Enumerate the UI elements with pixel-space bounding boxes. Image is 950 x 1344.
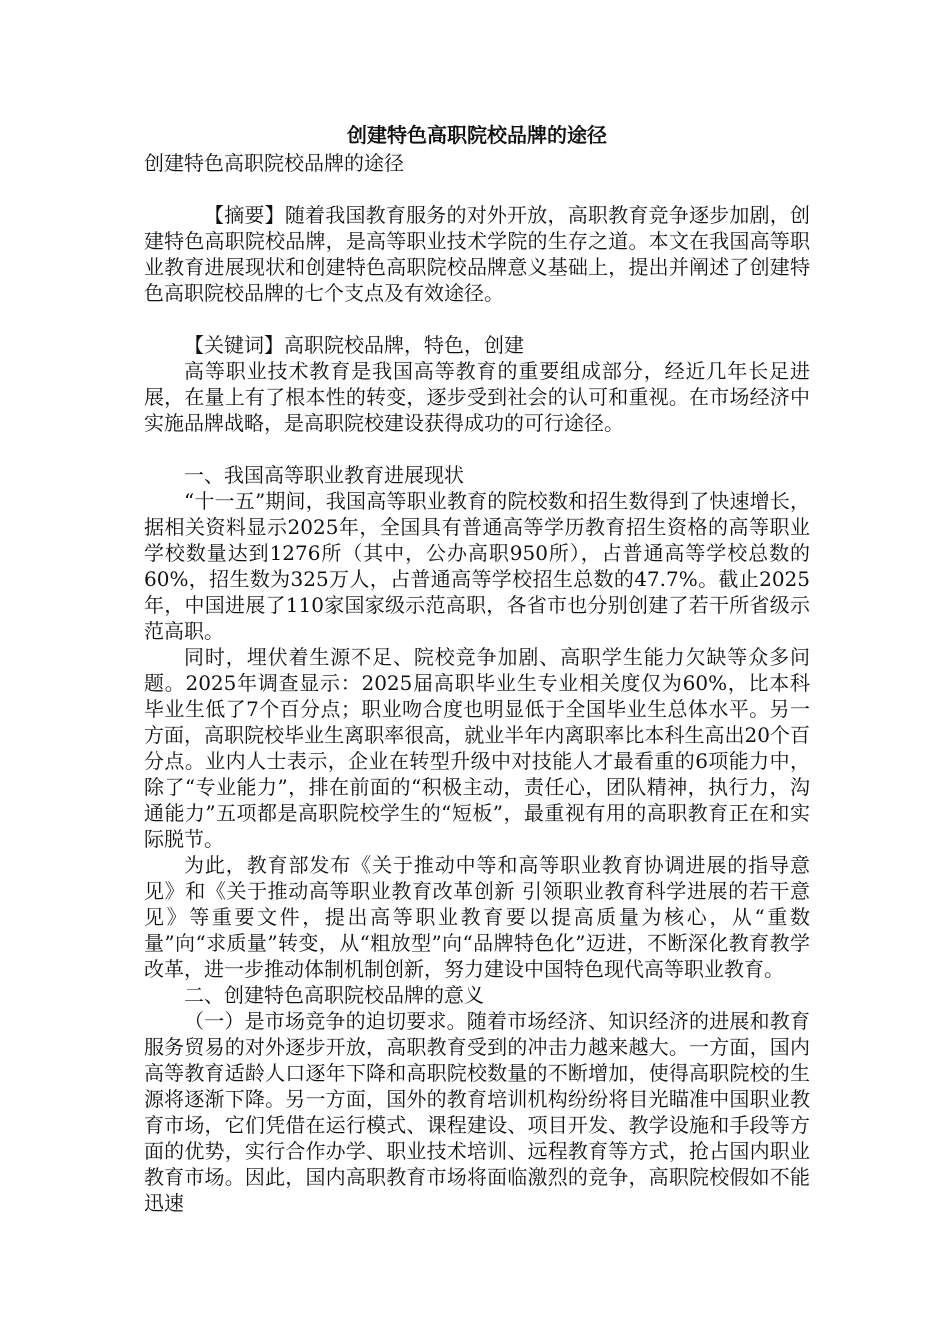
- document-subtitle: 创建特色高职院校品牌的途径: [144, 151, 404, 175]
- abstract-paragraph: 【摘要】随着我国教育服务的对外开放，高职教育竞争逐步加剧，创建特色高职院校品牌，是高等职业技术学院的生存之道。本文在我国高等职业教育进展现状和创建特色高职院校品牌意义基础上，提出并阐述了创建特色高职院校品牌的七个支点及有效途径。: [144, 203, 810, 305]
- document-title: 创建特色高职院校品牌的途径: [347, 123, 607, 147]
- section1-paragraph-1: “十一五”期间，我国高等职业教育的院校数和招生数得到了快速增长，据相关资料显示2025年，全国具有普通高等学历教育招生资格的高等职业学校数量达到1276所（其中，公办高职950所），占普通高等学校总数的60%，招生数为325万人，占普通高等学校招生总数的47.7%。截止2025年，中国进展了110家国家级示范高职，各省市也分别创建了若干所省级示范高职。: [144, 489, 810, 643]
- section1-paragraph-2: 同时，埋伏着生源不足、院校竞争加剧、高职学生能力欠缺等众多问题。2025年调查显示：2025届高职毕业生专业相关度仅为60%，比本科毕业生低了7个百分点；职业吻合度也明显低于全国毕业生总体水平。另一方面，高职院校毕业生离职率很高，就业半年内离职率比本科生高出20个百分点。业内人士表示，企业在转型升级中对技能人才最看重的6项能力中，除了“专业能力”，排在前面的“积极主动，责任心，团队精神，执行力，沟通能力”五项都是高职院校学生的“短板”，最重视有用的高职教育正在和实际脱节。: [144, 645, 810, 851]
- document-page: [144, 120, 810, 1216]
- intro-paragraph: 高等职业技术教育是我国高等教育的重要组成部分，经近几年长足进展，在量上有了根本性的转变，逐步受到社会的认可和重视。在市场经济中实施品牌战略，是高职院校建设获得成功的可行途径。: [144, 359, 810, 435]
- keywords-line: 【关键词】高职院校品牌，特色，创建: [184, 333, 524, 357]
- section2-paragraph-1: （一）是市场竞争的迫切要求。随着市场经济、知识经济的进展和教育服务贸易的对外逐步开放，高职教育受到的冲击力越来越大。一方面，国内高等教育适龄人口逐年下降和高职院校数量的不断增加，使得高职院校的生源将逐渐下降。另一方面，国外的教育培训机构纷纷将目光瞄准中国职业教育市场，它们凭借在运行模式、课程建设、项目开发、教学设施和手段等方面的优势，实行合作办学、职业技术培训、远程教育等方式，抢占国内职业教育市场。因此，国内高职教育市场将面临激烈的竞争，高职院校假如不能迅速: [144, 1009, 810, 1215]
- section1-paragraph-3: 为此，教育部发布《关于推动中等和高等职业教育协调进展的指导意见》和《关于推动高等职业教育改革创新 引领职业教育科学进展的若干意见》等重要文件，提出高等职业教育要以提高质量为核心，从“重数量”向“求质量”转变，从“粗放型”向“品牌特色化”迈进，不断深化教育教学改革，进一步推动体制机制创新，努力建设中国特色现代高等职业教育。: [144, 853, 810, 981]
- section1-heading: 一、我国高等职业教育进展现状: [184, 463, 464, 487]
- section2-heading: 二、创建特色高职院校品牌的意义: [184, 983, 484, 1007]
